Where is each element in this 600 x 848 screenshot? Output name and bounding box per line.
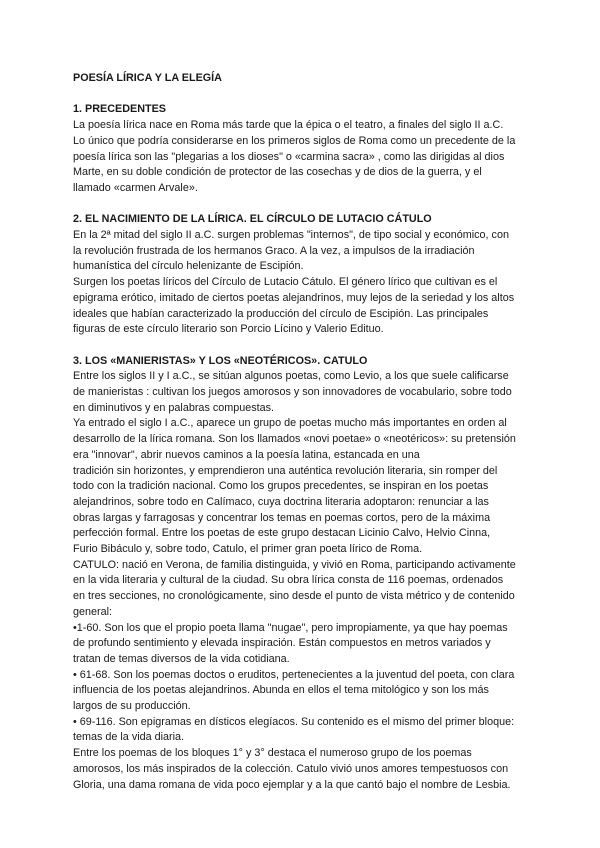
text-line: en la vida literaria y cultural de la ciudad. Su obra lírica consta de 116 poemas, ordenados (73, 574, 504, 587)
text-line: epigrama erótico, imitado de ciertos poetas alejandrinos, muy lejos de la seriedad y los altos (73, 291, 515, 304)
text-line: en tres secciones, no cronológicamente, sino desde el punto de vista métrico y de contenido (73, 590, 515, 603)
text-line: tradición sin horizontes, y emprendieron una auténtica revolución literaria, sin romper del (73, 464, 498, 477)
text-line: obras largas y farragosas y concentrar los temas en poemas cortos, pero de la máxima (73, 511, 491, 524)
text-line: Surgen los poetas líricos del Círculo de Lutacio Cátulo. El género lírico que cultivan es el (73, 276, 498, 289)
text-line: La poesía lírica nace en Roma más tarde que la épica o el teatro, a finales del siglo II a.C. (73, 119, 504, 132)
text-line: influencia de los poetas alejandrinos. Abunda en ellos el tema mitológico y son los más (73, 684, 489, 697)
text-line: llamado «carmen Arvale». (73, 181, 198, 194)
section-2 (73, 212, 530, 338)
text-line: la revolución frustrada de los hermanos Graco. A la vez, a impulsos de la irradiación (73, 244, 475, 257)
text-line: todo con la tradición nacional. Como los grupos precedentes, se inspiran en los poetas (73, 480, 489, 493)
section-heading: 2. EL NACIMIENTO DE LA LÍRICA. EL CÍRCULO DE LUTACIO CÁTULO (73, 213, 432, 226)
text-line: En la 2ª mitad del siglo II a.C. surgen problemas "internos", de tipo social y económico, con (73, 229, 509, 241)
text-line: en diminutivos y en palabras compuestas. (73, 401, 275, 414)
text-line: Entre los poemas de los bloques 1° y 3° destaca el numeroso grupo de los poemas (73, 747, 472, 760)
text-line: Lo único que podría considerarse en los primeros siglos de Roma como un precedente de la (73, 134, 516, 147)
text-line: tratan de temas diversos de la vida cotidiana. (73, 652, 290, 665)
text-line: amorosos, los más inspirados de la colección. Catulo vivió unos amores tempestuosos con (73, 762, 509, 775)
text-line: largos de su producción. (73, 700, 191, 713)
text-line: Marte, en su doble condición de protector de las cosechas y de dios de la guerra, y el (73, 166, 482, 179)
text-line: desarrollo de la lírica romana. Son los llamados «novi poetae» o «neotéricos»: su pretensión (73, 433, 516, 446)
text-line: ideales que habían caracterizado la producción del círculo de Escipión. Las principales (73, 307, 489, 320)
text-line: era "innovar", abrir nuevos caminos a la poesía latina, estancada en una (73, 448, 420, 461)
spacer (73, 197, 530, 213)
text-line: poesía lírica son las "plegarias a los dioses" o «carmina sacra» , como las dirigidas al dios (73, 150, 505, 163)
text-line: Entre los siglos II y I a.C., se sitúan algunos poetas, como Levio, a los que suele calificarse (73, 370, 509, 383)
section-3 (73, 354, 530, 794)
text-line: Furio Bibáculo y, sobre todo, Catulo, el primer gran poeta lírico de Roma. (73, 543, 423, 556)
text-line: de profundo sentimiento y elevada inspiración. Están compuestos en metros variados y (73, 637, 491, 650)
text-line: alejandrinos, sobre todo en Calímaco, cuya doctrina literaria adoptaron: renunciar a las (73, 495, 489, 508)
text-line: perfección formal. Entre los poetas de este grupo destacan Licinio Calvo, Helvio Cinna, (73, 527, 491, 540)
text-line: Ya entrado el siglo I a.C., aparece un grupo de poetas mucho más importantes en orden al (73, 417, 507, 430)
text-line: • 69-116. Son epigramas en dísticos elegíacos. Su contenido es el mismo del primer bloque: (73, 715, 515, 728)
text-line: CATULO: nació en Verona, de familia distinguida, y vivió en Roma, participando activamente (73, 558, 516, 571)
section-1 (73, 102, 530, 196)
section-heading: 1. PRECEDENTES (73, 103, 166, 116)
document-title: POESÍA LÍRICA Y LA ELEGÍA (73, 72, 222, 84)
spacer (73, 338, 530, 354)
text-line: •1-60. Son los que el propio poeta llama "nugae", pero impropiamente, ya que hay poemas (73, 621, 508, 634)
text-line: temas de la vida diaria. (73, 731, 185, 744)
spacer (73, 87, 530, 103)
section-heading: 3. LOS «MANIERISTAS» Y LOS «NEOTÉRICOS». CATULO (73, 354, 368, 367)
text-line: • 61-68. Son los poemas doctos o eruditos, pertenecientes a la juventud del poeta, con clara (73, 668, 515, 681)
text-line: de manieristas : cultivan los juegos amorosos y son innovadores de vocabulario, sobre todo (73, 386, 512, 399)
text-line: general: (73, 605, 113, 618)
text-line: Gloria, una dama romana de vida poco ejemplar y a la que cantó bajo el nombre de Lesbia. (73, 778, 511, 791)
text-line: figuras de este círculo literario son Porcio Lícino y Valerio Edituo. (73, 323, 384, 336)
document-body (73, 102, 530, 793)
text-line: humanística del círculo helenizante de Escipión. (73, 260, 304, 273)
